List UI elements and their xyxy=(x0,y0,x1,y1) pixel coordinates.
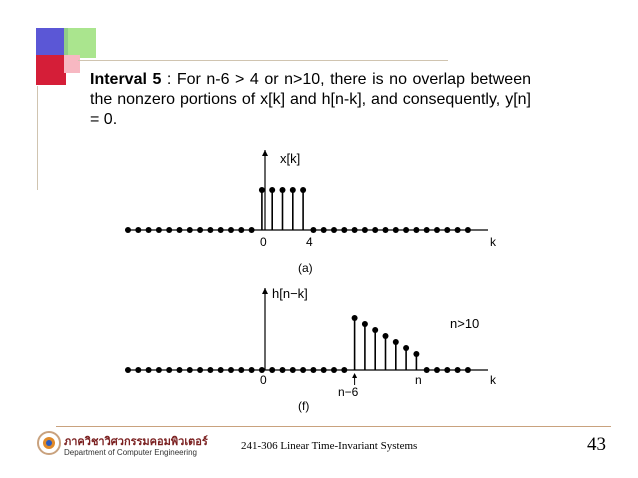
zero-sample-marker xyxy=(455,227,461,233)
shift-arrow-head xyxy=(352,373,357,378)
bottom-condition: n>10 xyxy=(450,316,480,331)
top-ylabel: x[k] xyxy=(280,151,301,166)
zero-sample-marker xyxy=(383,227,389,233)
interval-description: : For n-6 > 4 or n>10, there is no overlap between the nonzero portions of x[k] and h[n-k], and consequently, y[n] = 0. xyxy=(90,71,531,128)
zero-sample-marker xyxy=(434,367,440,373)
zero-sample-marker xyxy=(166,227,172,233)
zero-sample-marker xyxy=(269,367,275,373)
zero-sample-marker xyxy=(424,367,430,373)
bottom-xlabel: k xyxy=(490,373,496,387)
zero-sample-marker xyxy=(125,367,131,373)
top-plot-xk xyxy=(125,150,488,233)
zero-sample-marker xyxy=(362,227,368,233)
zero-sample-marker xyxy=(249,367,255,373)
zero-sample-marker xyxy=(166,367,172,373)
zero-sample-marker xyxy=(238,367,244,373)
zero-sample-marker xyxy=(444,227,450,233)
zero-sample-marker xyxy=(280,367,286,373)
zero-sample-marker xyxy=(331,227,337,233)
stem-marker xyxy=(280,187,286,193)
convolution-figure xyxy=(110,140,510,420)
stem-marker xyxy=(300,187,306,193)
zero-sample-marker xyxy=(465,367,471,373)
department-logo-icon xyxy=(36,430,62,456)
zero-sample-marker xyxy=(177,227,183,233)
stem-marker xyxy=(259,187,265,193)
zero-sample-marker xyxy=(444,367,450,373)
zero-sample-marker xyxy=(249,227,255,233)
top-tick-4: 4 xyxy=(306,235,313,249)
stem-marker xyxy=(383,333,389,339)
zero-sample-marker xyxy=(135,367,141,373)
decorative-square-red xyxy=(36,55,66,85)
stem-marker xyxy=(372,327,378,333)
amplitude-axis-arrow xyxy=(262,288,268,294)
bottom-caption: (f) xyxy=(298,399,310,413)
stem-marker xyxy=(393,339,399,345)
top-xlabel: k xyxy=(490,235,496,249)
side-divider xyxy=(37,86,38,190)
zero-sample-marker xyxy=(228,367,234,373)
title-divider xyxy=(78,60,448,61)
zero-sample-marker xyxy=(300,367,306,373)
zero-sample-marker xyxy=(238,227,244,233)
zero-sample-marker xyxy=(321,367,327,373)
zero-sample-marker xyxy=(146,227,152,233)
zero-sample-marker xyxy=(372,227,378,233)
decorative-square-green xyxy=(64,28,96,58)
stem-marker xyxy=(413,351,419,357)
zero-sample-marker xyxy=(331,367,337,373)
zero-sample-marker xyxy=(156,227,162,233)
zero-sample-marker xyxy=(455,367,461,373)
zero-sample-marker xyxy=(341,227,347,233)
zero-sample-marker xyxy=(146,367,152,373)
zero-sample-marker xyxy=(434,227,440,233)
amplitude-axis-arrow xyxy=(262,150,268,156)
zero-sample-marker xyxy=(413,227,419,233)
zero-sample-marker xyxy=(341,367,347,373)
zero-sample-marker xyxy=(290,367,296,373)
bottom-tick-0: 0 xyxy=(260,373,267,387)
zero-sample-marker xyxy=(310,367,316,373)
top-tick-0: 0 xyxy=(260,235,267,249)
department-name-english: Department of Computer Engineering xyxy=(64,448,197,457)
zero-sample-marker xyxy=(424,227,430,233)
zero-sample-marker xyxy=(125,227,131,233)
zero-sample-marker xyxy=(352,227,358,233)
bottom-plot-hnk xyxy=(125,288,488,385)
stem-marker xyxy=(269,187,275,193)
zero-sample-marker xyxy=(321,227,327,233)
course-title: 241-306 Linear Time-Invariant Systems xyxy=(241,440,418,452)
zero-sample-marker xyxy=(218,227,224,233)
interval-label: Interval 5 xyxy=(90,71,162,88)
zero-sample-marker xyxy=(156,367,162,373)
stem-marker xyxy=(403,345,409,351)
zero-sample-marker xyxy=(135,227,141,233)
shift-label: n−6 xyxy=(338,385,359,399)
zero-sample-marker xyxy=(197,367,203,373)
zero-sample-marker xyxy=(393,227,399,233)
stem-marker xyxy=(352,315,358,321)
bottom-tick-n: n xyxy=(415,373,422,387)
top-caption: (a) xyxy=(298,261,313,275)
slide-body-text xyxy=(90,70,531,130)
footer-divider xyxy=(56,426,611,427)
zero-sample-marker xyxy=(310,227,316,233)
page-number: 43 xyxy=(587,434,606,455)
zero-sample-marker xyxy=(207,367,213,373)
zero-sample-marker xyxy=(207,227,213,233)
zero-sample-marker xyxy=(465,227,471,233)
zero-sample-marker xyxy=(197,227,203,233)
stem-marker xyxy=(290,187,296,193)
stem-marker xyxy=(362,321,368,327)
zero-sample-marker xyxy=(218,367,224,373)
zero-sample-marker xyxy=(187,367,193,373)
decorative-square-pink xyxy=(64,55,80,73)
bottom-ylabel: h[n−k] xyxy=(272,286,308,301)
zero-sample-marker xyxy=(228,227,234,233)
zero-sample-marker xyxy=(187,227,193,233)
department-name-thai: ภาควิชาวิศวกรรมคอมพิวเตอร์ xyxy=(64,436,208,448)
zero-sample-marker xyxy=(403,227,409,233)
zero-sample-marker xyxy=(177,367,183,373)
